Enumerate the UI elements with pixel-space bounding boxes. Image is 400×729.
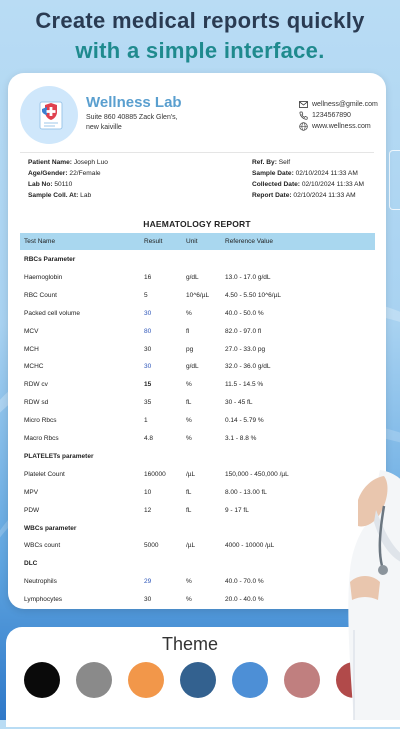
unit: fl <box>186 327 190 335</box>
reference-value: 11.5 - 14.5 % <box>225 381 264 389</box>
table-row <box>20 417 375 429</box>
section-title: DLC <box>24 560 38 568</box>
lab-no: 50110 <box>54 181 73 188</box>
table-row <box>20 292 375 304</box>
header-divider <box>20 152 374 153</box>
unit: fL <box>186 399 192 407</box>
sample-date: 02/10/2024 11:33 AM <box>295 170 358 177</box>
table-row <box>20 578 375 590</box>
theme-swatch-gray[interactable] <box>76 662 112 698</box>
theme-title: Theme <box>161 634 219 654</box>
unit: 10^6/µL <box>186 291 210 299</box>
report-date-label: Report Date: <box>252 192 292 199</box>
patient-name: Joseph Luo <box>73 159 108 166</box>
ref-by: Self <box>278 159 291 166</box>
test-name: RBC Count <box>24 291 57 299</box>
patient-info-left <box>28 157 108 201</box>
unit: % <box>186 309 192 317</box>
reference-value: 0.14 - 5.79 % <box>225 417 264 425</box>
reference-value: 3.1 - 8.8 % <box>225 435 257 442</box>
reference-value: 20.0 - 40.0 % <box>225 596 264 604</box>
unit: % <box>186 596 192 604</box>
reference-value: 150,000 - 450,000 /µL <box>225 470 289 478</box>
report-date: 02/10/2024 11:33 AM <box>293 192 356 199</box>
result-value: 35 <box>144 399 152 407</box>
mail-icon <box>298 99 308 109</box>
table-row <box>20 471 375 483</box>
lab-phone <box>298 110 351 120</box>
result-value: 5 <box>144 291 148 299</box>
table-header <box>20 233 375 250</box>
patient-info-right <box>252 157 364 201</box>
unit: % <box>186 381 192 389</box>
collected-date: 02/10/2024 11:33 AM <box>301 181 365 188</box>
unit: % <box>186 417 192 425</box>
doctor-illustration <box>340 470 400 720</box>
test-name: Lymphocytes <box>24 596 63 604</box>
theme-swatch-blue[interactable] <box>232 662 268 698</box>
unit: g/dL <box>186 273 199 281</box>
reference-value: 8.00 - 13.00 fL <box>225 488 267 496</box>
table-row <box>20 399 375 411</box>
result-value: 12 <box>144 506 152 514</box>
reference-value: 9 - 17 fL <box>225 506 249 514</box>
table-row <box>20 328 375 340</box>
test-name: MPV <box>24 488 39 496</box>
result-value: 30 <box>144 309 152 317</box>
phone-icon <box>298 110 308 120</box>
theme-swatch-rose[interactable] <box>284 662 320 698</box>
table-row <box>20 274 375 286</box>
shield-document-icon <box>31 97 67 133</box>
unit: % <box>186 578 192 586</box>
reference-value: 40.0 - 70.0 % <box>225 578 264 586</box>
table-row <box>20 542 375 554</box>
table-section-header <box>20 525 375 537</box>
section-title: RBCs Parameter <box>24 256 76 263</box>
column-header-test-name: Test Name <box>24 238 56 245</box>
result-value: 15 <box>144 381 152 389</box>
theme-swatch-black[interactable] <box>24 662 60 698</box>
test-name: Macro Rbcs <box>24 435 59 442</box>
reference-value: 4000 - 10000 /µL <box>225 542 275 550</box>
reference-value: 32.0 - 36.0 g/dL <box>225 363 271 371</box>
table-row <box>20 310 375 322</box>
lab-website <box>298 121 371 131</box>
result-value: 5000 <box>144 542 159 550</box>
side-handle[interactable] <box>389 150 400 210</box>
sample-coll-at: Lab <box>80 192 92 199</box>
lab-name: Wellness Lab <box>86 94 182 111</box>
unit: % <box>186 435 192 442</box>
headline <box>0 6 400 66</box>
test-name: MCHC <box>24 363 44 371</box>
test-name: MCV <box>24 327 39 335</box>
unit: /µL <box>186 542 196 550</box>
table-row <box>20 381 375 393</box>
lab-email-text: wellness@gmile.com <box>312 100 378 108</box>
lab-email <box>298 99 378 109</box>
headline-line-2: with a simple interface. <box>75 38 325 63</box>
result-value: 10 <box>144 488 152 496</box>
globe-icon <box>298 121 308 131</box>
theme-swatch-navy[interactable] <box>180 662 216 698</box>
result-value: 30 <box>144 596 152 604</box>
table-section-header <box>20 560 375 572</box>
table-section-header <box>20 453 375 465</box>
test-name: PDW <box>24 506 40 514</box>
result-value: 30 <box>144 345 152 353</box>
reference-value: 27.0 - 33.0 pg <box>225 345 266 353</box>
test-name: RDW sd <box>24 399 49 407</box>
table-row <box>20 489 375 501</box>
result-value: 80 <box>144 327 152 335</box>
theme-swatch-orange[interactable] <box>128 662 164 698</box>
unit: pg <box>186 345 194 353</box>
result-value: 29 <box>144 578 152 586</box>
table-section-header <box>20 256 375 268</box>
reference-value: 4.50 - 5.50 10^6/µL <box>225 291 281 299</box>
column-header-unit: Unit <box>186 238 198 245</box>
section-title: WBCs parameter <box>24 524 77 532</box>
table-row <box>20 346 375 358</box>
unit: g/dL <box>186 363 199 371</box>
table-row <box>20 435 375 447</box>
reference-value: 82.0 - 97.0 fl <box>225 327 262 335</box>
test-name: Neutrophils <box>24 578 57 586</box>
result-value: 16 <box>144 273 152 281</box>
age-gender: 22/Female <box>69 170 101 177</box>
lab-address-line-2: new kaiville <box>86 124 122 131</box>
result-value: 30 <box>144 363 152 371</box>
column-header-result: Result <box>144 238 163 245</box>
table-row <box>20 596 375 608</box>
sample-date-label: Sample Date: <box>252 170 294 177</box>
lab-website-text: www.wellness.com <box>312 122 371 130</box>
test-name: Platelet Count <box>24 470 65 478</box>
age-gender-label: Age/Gender: <box>28 170 68 177</box>
lab-no-label: Lab No: <box>28 181 53 188</box>
result-value: 4.8 <box>144 435 154 442</box>
unit: /µL <box>186 470 196 478</box>
patient-name-label: Patient Name: <box>28 159 72 166</box>
test-name: MCH <box>24 345 39 353</box>
lab-address-line-1: Suite 860 40885 Zack Glen's, <box>86 114 178 121</box>
unit: fL <box>186 506 192 514</box>
table-row <box>20 363 375 375</box>
unit: fL <box>186 488 192 496</box>
sample-coll-at-label: Sample Coll. At: <box>28 192 79 199</box>
section-title: PLATELETs parameter <box>24 452 94 460</box>
reference-value: 30 - 45 fL <box>225 399 253 407</box>
collected-date-label: Collected Date: <box>252 181 300 188</box>
test-name: Haemoglobin <box>24 273 63 281</box>
test-name: Packed cell volume <box>24 309 80 317</box>
lab-logo <box>20 86 78 144</box>
result-value: 160000 <box>144 470 166 478</box>
reference-value: 40.0 - 50.0 % <box>225 309 264 317</box>
report-preview-card[interactable] <box>8 73 386 609</box>
test-name: RDW cv <box>24 381 48 389</box>
column-header-reference: Reference Value <box>225 238 273 245</box>
ref-by-label: Ref. By: <box>252 159 277 166</box>
reference-value: 13.0 - 17.0 g/dL <box>225 273 271 281</box>
table-row <box>20 507 375 519</box>
report-title: HAEMATOLOGY REPORT <box>143 219 251 229</box>
headline-line-1: Create medical reports quickly <box>35 8 365 33</box>
test-name: WBCs count <box>24 542 61 550</box>
test-name: Micro Rbcs <box>24 417 57 425</box>
lab-phone-text: 1234567890 <box>312 111 351 119</box>
result-value: 1 <box>144 417 148 425</box>
